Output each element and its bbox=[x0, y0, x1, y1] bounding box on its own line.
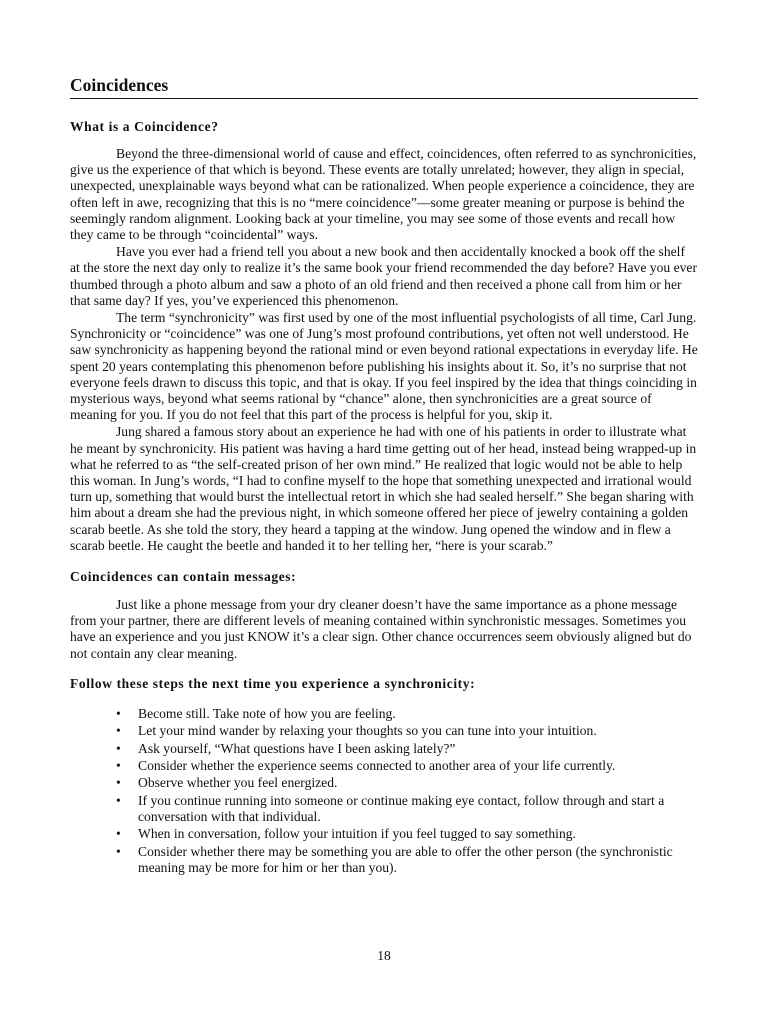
list-item-text: When in conversation, follow your intuition if you feel tugged to say something. bbox=[138, 826, 576, 842]
bullet-icon: • bbox=[116, 723, 121, 739]
section-heading-steps: Follow these steps the next time you experience a synchronicity: bbox=[70, 675, 476, 691]
list-item-text: Consider whether there may be something you are able to offer the other person (the synchronistic meaning may be more for him or her than you). bbox=[138, 843, 673, 876]
paragraph: Beyond the three-dimensional world of cause and effect, coincidences, often referred to as synchronicities, give us the experience of that which is beyond. These events are totally unrelated; however, they align in special, unexpected, unexplainable ways beyond what can be rationalized. When people experience a coincidence, they are often left in awe, recognizing that this is no “mere coincidence”—some greater meaning or purpose is behind the seemingly random alignment. Looking back at your timeline, you may see some of those events and recall how they came to be through “coincidental” ways. bbox=[70, 146, 697, 243]
list-item bbox=[116, 775, 698, 791]
list-item-text: Become still. Take note of how you are feeling. bbox=[138, 705, 396, 721]
paragraph: Have you ever had a friend tell you about a new book and then accidentally knocked a book off the shelf at the store the next day only to realize it’s the same book your friend recommended the day before? Have you ever thumbed through a photo album and saw a photo of an old friend and then received a phone call from him or her that same day? If yes, you’ve experienced this phenomenon. bbox=[70, 244, 697, 308]
bullet-icon: • bbox=[116, 740, 121, 756]
list-item-text: If you continue running into someone or continue making eye contact, follow through and start a conversation with that individual. bbox=[138, 792, 665, 825]
section-heading-messages: Coincidences can contain messages: bbox=[70, 569, 297, 585]
bullet-icon: • bbox=[116, 792, 121, 808]
list-item bbox=[116, 723, 698, 739]
list-item bbox=[116, 826, 698, 842]
list-item-text: Let your mind wander by relaxing your thoughts so you can tune into your intuition. bbox=[138, 723, 597, 739]
list-item bbox=[116, 740, 698, 757]
bullet-icon: • bbox=[116, 775, 121, 791]
bullet-icon: • bbox=[116, 705, 121, 721]
list-item bbox=[116, 758, 698, 774]
list-item-text: Ask yourself, “What questions have I been asking lately?” bbox=[138, 740, 456, 756]
list-item-text: Consider whether the experience seems connected to another area of your life currently. bbox=[138, 758, 616, 774]
bullet-icon: • bbox=[116, 826, 121, 842]
page-title: Coincidences bbox=[70, 74, 698, 99]
steps-list bbox=[70, 706, 698, 876]
bullet-icon: • bbox=[116, 758, 121, 774]
list-item-text: Observe whether you feel energized. bbox=[138, 775, 338, 791]
bullet-icon: • bbox=[116, 843, 121, 859]
list-item bbox=[116, 792, 698, 825]
paragraph: Just like a phone message from your dry cleaner doesn’t have the same importance as a phone message from your partner, there are different levels of meaning contained within synchronistic messages. Sometimes you have an experience and you just KNOW it’s a clear sign. Other chance occurrences seem obviously aligned but do not contain any clear meaning. bbox=[70, 597, 692, 661]
list-item bbox=[116, 705, 698, 722]
section-heading-what-is-coincidence: What is a Coincidence? bbox=[70, 119, 219, 134]
document-page bbox=[70, 74, 698, 877]
paragraph: Jung shared a famous story about an experience he had with one of his patients in order to illustrate what he meant by synchronicity. His patient was having a hard time getting out of her head, instead being wrapped-up in what he referred to as “the self-created prison of her own mind.” He realized that logic would not be able to help this woman. In Jung’s words, “I had to confine myself to the hope that something unexpected and irrational would turn up, something that would burst the intellectual retort in which she had sealed herself.” She began sharing with him about a dream she had the previous night, in which someone offered her piece of jewelry containing a golden scarab beetle. As she told the story, they heard a tapping at the window. Jung opened the window and in flew a scarab beetle. He caught the beetle and handed it to her telling her, “here is your scarab.” bbox=[70, 424, 697, 553]
list-item bbox=[116, 843, 698, 876]
paragraph: The term “synchronicity” was first used by one of the most influential psychologists of all time, Carl Jung. Synchronicity or “coincidence” was one of Jung’s most profound contributions, yet often not well understood. He saw synchronicity as happening beyond the rational mind or even beyond rational expectations in everyday life. He spent 20 years contemplating this phenomenon before publishing his insights about it. So, it’s no surprise that not everyone feels drawn to discuss this topic, and that is okay. If you feel inspired by the idea that things coinciding in mysterious ways, beyond what seems rational by “chance” alone, then synchronicities are a great source of meaning for you. If you do not feel that this part of the process is helpful for you, skip it. bbox=[70, 310, 698, 423]
page-number: 18 bbox=[377, 948, 391, 963]
